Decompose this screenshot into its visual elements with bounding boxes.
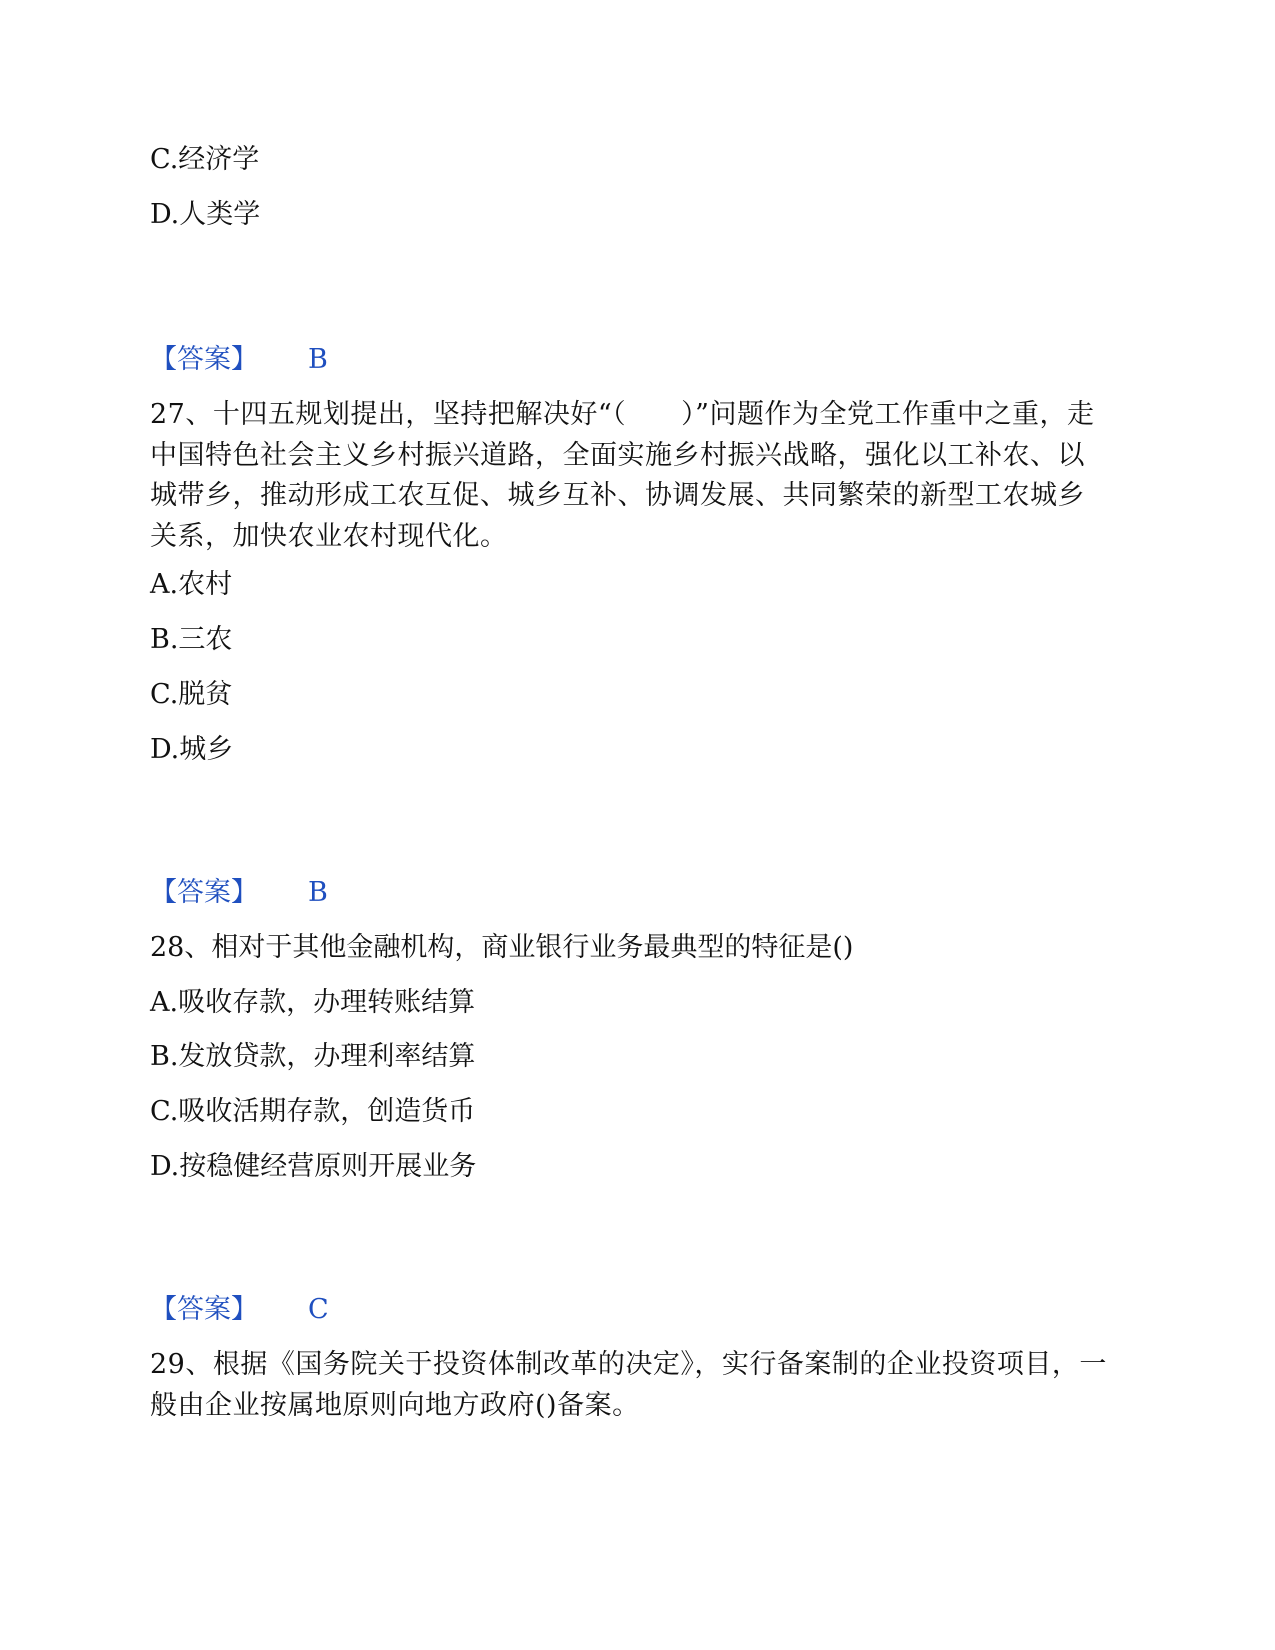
answer-value: C [308,1294,329,1325]
q27-option-b: B.三农 [150,624,233,655]
q26-option-c: C.经济学 [150,144,260,175]
q27-option-d: D.城乡 [150,734,234,765]
answer-28 [150,1290,329,1330]
q27-option-a: A.农村 [150,569,233,600]
q28-option-a: A.吸收存款，办理转账结算 [150,987,476,1018]
q27-stem: 27、十四五规划提出，坚持把解决好“（ ）”问题作为全党工作重中之重，走中国特色社会主义乡村振兴道路，全面实施乡村振兴战略，强化以工补农、以城带乡，推动形成工农互促、城乡互补、协调发展、共同繁荣的新型工农城乡关系，加快农业农村现代化。 [150,399,1095,552]
answer-value: B [308,344,328,375]
q28-option-d: D.按稳健经营原则开展业务 [150,1151,477,1182]
q29-stem: 29、根据《国务院关于投资体制改革的决定》，实行备案制的企业投资项目，一般由企业按属地原则向地方政府()备案。 [150,1349,1107,1421]
answer-label: 【答案】 [150,1294,258,1325]
answer-label: 【答案】 [150,877,258,908]
q28-option-c: C.吸收活期存款，创造货币 [150,1096,476,1127]
q26-option-d: D.人类学 [150,199,261,230]
q28-stem: 28、相对于其他金融机构，商业银行业务最典型的特征是() [150,932,854,963]
answer-value: B [308,877,328,908]
q27-option-c: C.脱贫 [150,679,233,710]
answer-26 [150,340,328,380]
q28-option-b: B.发放贷款，办理利率结算 [150,1041,476,1072]
answer-label: 【答案】 [150,344,258,375]
answer-27 [150,873,328,913]
